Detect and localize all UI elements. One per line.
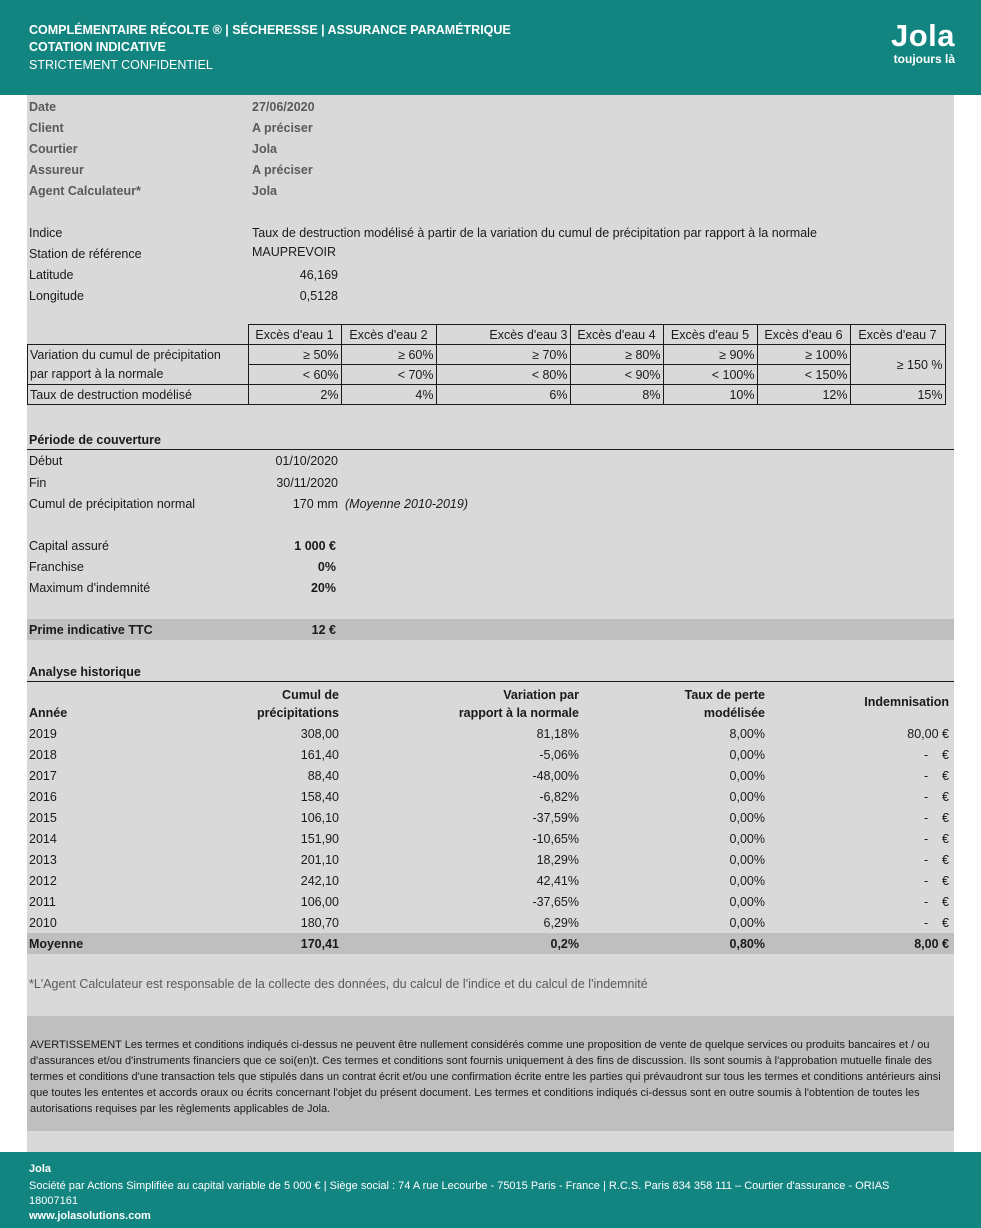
history-taux: 0,00% [729,769,765,783]
fin-value: 30/11/2020 [276,476,338,490]
debut-value: 01/10/2020 [275,454,338,468]
history-year: 2011 [29,895,56,909]
product-title: COMPLÉMENTAIRE RÉCOLTE ® | SÉCHERESSE | ASSURANCE PARAMÉTRIQUE [29,23,511,37]
history-variation: 6,29% [543,916,579,930]
history-year: 2014 [29,832,57,846]
variation-row-label-1: Variation du cumul de précipitation [30,347,221,362]
history-variation: 81,18% [536,727,579,741]
history-year: 2010 [29,916,57,930]
latitude-label: Latitude [29,268,74,282]
lower-bound-1: ≥ 50% [248,345,341,365]
col-variation-header: Variation par rapport à la normale [458,688,579,720]
history-cumul: 106,00 [300,895,339,909]
history-variation: -5,06% [539,748,579,762]
history-taux: 0,00% [729,790,765,804]
cumul-normal-value: 170 mm [292,497,338,511]
avg-label: Moyenne [29,937,84,951]
footer [0,1152,981,1228]
rate-3: 6% [436,385,570,405]
footer-legal: Société par Actions Simplifiée au capital variable de 5 000 € | Siège social : 74 A rue Lecourbe - 75015 Paris - France | R.C.S. Paris 834 358 111 – Courtier d'assurance - ORIAS [29,1180,890,1192]
date-value: 27/06/2020 [252,100,315,114]
history-cumul: 180,70 [300,916,339,930]
franchise-label: Franchise [29,560,84,574]
upper-bound-3: < 80% [436,365,570,385]
index-table-lower-row [28,345,946,365]
history-indemnisation: - € [923,790,949,804]
col-header-5: Excès d'eau 5 [663,325,757,345]
lower-bound-3: ≥ 70% [436,345,570,365]
history-year: 2012 [29,874,57,888]
header-banner [0,0,981,95]
index-table-header-row [28,325,946,345]
history-year: 2019 [29,727,57,741]
history-taux: 0,00% [729,748,765,762]
avg-taux: 0,80% [729,937,765,951]
history-year: 2016 [29,790,57,804]
lower-bound-2: ≥ 60% [341,345,436,365]
upper-bound-1: < 60% [248,365,341,385]
history-indemnisation: - € [923,874,949,888]
history-variation: -37,59% [532,811,579,825]
lower-bound-7: ≥ 150 % [850,345,945,385]
variation-row-label [28,345,249,385]
client-value: A préciser [252,121,313,135]
assureur-value: A préciser [252,163,313,177]
disclaimer-box [27,1016,954,1131]
history-year: 2013 [29,853,57,867]
history-indemnisation: - € [923,811,949,825]
history-taux: 0,00% [729,895,765,909]
col-header-6: Excès d'eau 6 [757,325,850,345]
history-cumul: 242,10 [300,874,339,888]
history-divider [27,681,954,682]
rate-1: 2% [248,385,341,405]
footer-company: Jola [29,1163,52,1175]
history-indemnisation: - € [923,832,949,846]
index-table [27,324,946,405]
history-cumul: 106,10 [300,811,339,825]
footer-url[interactable]: www.jolasolutions.com [29,1210,151,1222]
indice-label: Indice [29,226,63,240]
history-indemnisation: - € [923,769,949,783]
col-cumul-header: Cumul de précipitations [257,688,339,720]
courtier-label: Courtier [29,142,78,156]
rate-row-label: Taux de destruction modélisé [28,385,249,405]
history-year: 2017 [29,769,57,783]
prime-label: Prime indicative TTC [29,623,153,637]
franchise-value: 0% [317,560,336,574]
history-taux: 0,00% [729,811,765,825]
col-header-4: Excès d'eau 4 [570,325,663,345]
date-label: Date [29,100,57,114]
history-cumul: 161,40 [300,748,339,762]
courtier-value: Jola [252,142,278,156]
col-header-3: Excès d'eau 3 [436,325,570,345]
agent-label: Agent Calculateur* [29,184,141,198]
cumul-normal-label: Cumul de précipitation normal [29,497,196,511]
upper-bound-6: < 150% [757,365,850,385]
capital-label: Capital assuré [29,539,109,553]
client-label: Client [29,121,64,135]
indice-value: Taux de destruction modélisé à partir de la variation du cumul de précipitation par rapport à la normale [252,226,817,240]
debut-label: Début [29,454,63,468]
rate-5: 10% [663,385,757,405]
lower-bound-5: ≥ 90% [663,345,757,365]
history-indemnisation: - € [923,916,949,930]
jola-logo [891,20,955,66]
fin-label: Fin [29,476,47,490]
history-cumul: 201,10 [300,853,339,867]
rate-7: 15% [850,385,945,405]
history-cumul: 151,90 [300,832,339,846]
max-indemnity-label: Maximum d'indemnité [29,581,151,595]
history-indemnisation: - € [923,895,949,909]
station-label: Station de référence [29,247,142,261]
col-indemnisation-header: Indemnisation [864,695,949,709]
history-variation: 18,29% [536,853,579,867]
station-value: MAUPREVOIR [252,245,337,259]
history-variation: -37,65% [532,895,579,909]
history-year: 2015 [29,811,57,825]
disclaimer-text: AVERTISSEMENT Les termes et conditions indiqués ci-dessus ne peuvent être nullement considérés comme une proposition de vente de quelque services ou produits bancaires et / ou d'assurances et/ou d'instruments financiers que ce soi(en)t. Ces termes et conditions sont fournis uniquement à des fins de discussion. Ils sont soumis à l'approbation mutuelle finale des termes et conditions d'une transaction tels que stipulés dans un contrat écrit et/ou une confirmation écrite entre les parties qui prévaudront sur tous les termes et conditions antérieurs ainsi que toutes les ententes et accords oraux ou écrits concernant l'objet du présent document. Les termes et conditions indiqués ci-dessus sont en outre soumis à l'obtention de toutes les autorisations requises par les règlements applicables de Jola. [30,1039,941,1115]
history-indemnisation: - € [923,853,949,867]
history-indemnisation: 80,00 € [907,727,949,741]
history-variation: 42,41% [536,874,579,888]
agent-value: Jola [252,184,278,198]
history-variation: -48,00% [532,769,579,783]
upper-bound-4: < 90% [570,365,663,385]
history-year: 2018 [29,748,57,762]
col-taux-header: Taux de perte modélisée [684,688,765,720]
lower-bound-4: ≥ 80% [570,345,663,365]
upper-bound-2: < 70% [341,365,436,385]
assureur-label: Assureur [29,163,84,177]
history-variation: -6,82% [539,790,579,804]
history-taux: 0,00% [729,874,765,888]
history-cumul: 308,00 [300,727,339,741]
history-taux: 0,00% [729,832,765,846]
coverage-divider [27,449,954,450]
rate-2: 4% [341,385,436,405]
col-header-1: Excès d'eau 1 [248,325,341,345]
longitude-label: Longitude [29,289,84,303]
col-header-2: Excès d'eau 2 [341,325,436,345]
quote-type: COTATION INDICATIVE [29,40,166,54]
history-taux: 0,00% [729,916,765,930]
footer-orias: 18007161 [29,1195,78,1207]
avg-cumul: 170,41 [300,937,339,951]
latitude-value: 46,169 [299,268,338,282]
prime-value: 12 € [311,623,336,637]
cumul-normal-note: (Moyenne 2010-2019) [345,497,468,511]
longitude-value: 0,5128 [299,289,338,303]
index-table-rate-row [28,385,946,405]
col-year-header: Année [29,706,68,720]
logo-tagline: toujours là [893,52,955,66]
max-indemnity-value: 20% [310,581,336,595]
history-cumul: 88,40 [307,769,339,783]
history-title: Analyse historique [29,665,141,679]
capital-value: 1 000 € [294,539,336,553]
rate-6: 12% [757,385,850,405]
upper-bound-5: < 100% [663,365,757,385]
agent-note: *L'Agent Calculateur est responsable de la collecte des données, du calcul de l'indice et du calcul de l'indemnité [29,977,648,991]
col-header-7: Excès d'eau 7 [850,325,945,345]
rate-4: 8% [570,385,663,405]
avg-variation: 0,2% [550,937,579,951]
history-taux: 8,00% [729,727,765,741]
avg-indemnisation: 8,00 € [914,937,949,951]
lower-bound-6: ≥ 100% [757,345,850,365]
history-variation: -10,65% [532,832,579,846]
confidentiality-notice: STRICTEMENT CONFIDENTIEL [29,58,213,72]
history-cumul: 158,40 [300,790,339,804]
coverage-title: Période de couverture [29,433,161,447]
prime-band [27,619,954,640]
history-indemnisation: - € [923,748,949,762]
variation-row-label-2: par rapport à la normale [30,366,164,381]
logo-text: Jola [890,18,955,53]
history-taux: 0,00% [729,853,765,867]
